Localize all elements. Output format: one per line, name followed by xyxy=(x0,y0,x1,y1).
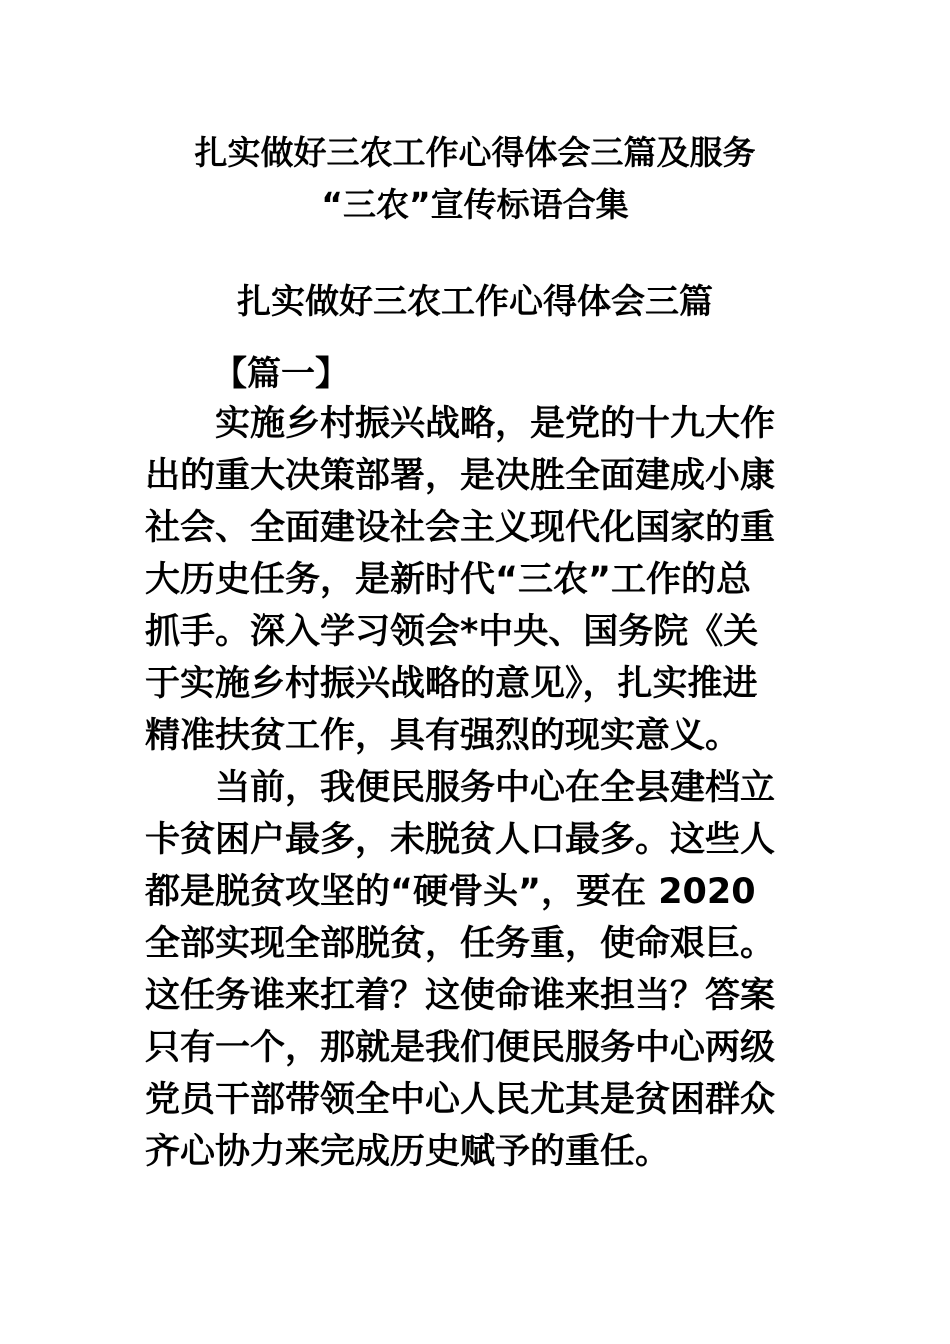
paragraph-line: 社会、全面建设社会主义现代化国家的重 xyxy=(145,508,776,548)
paragraph-line: 全部实现全部脱贫，任务重，使命艰巨。 xyxy=(145,924,776,964)
paragraph-line: 大历史任务，是新时代“三农”工作的总 xyxy=(145,560,752,600)
paragraph-line: 当前，我便民服务中心在全县建档立 xyxy=(145,768,776,808)
document-title-line-2: “三农”宣传标语合集 xyxy=(321,185,629,224)
part-label: 【篇一】 xyxy=(213,354,349,394)
paragraph-line: 只有一个，那就是我们便民服务中心两级 xyxy=(145,1028,776,1068)
paragraph-line: 精准扶贫工作，具有强烈的现实意义。 xyxy=(145,716,741,756)
paragraph-line: 这任务谁来扛着？这使命谁来担当？答案 xyxy=(145,976,776,1016)
document-title-line-1: 扎实做好三农工作心得体会三篇及服务 xyxy=(194,133,756,172)
paragraph-line: 出的重大决策部署，是决胜全面建成小康 xyxy=(145,456,776,496)
paragraph-line: 齐心协力来完成历史赋予的重任。 xyxy=(145,1132,671,1172)
paragraph-line: 抓手。深入学习领会*中央、国务院《关 xyxy=(145,612,759,652)
paragraph-line: 于实施乡村振兴战略的意见》，扎实推进 xyxy=(145,664,758,704)
paragraph-line: 卡贫困户最多，未脱贫人口最多。这些人 xyxy=(145,820,776,860)
paragraph-line: 党员干部带领全中心人民尤其是贫困群众 xyxy=(145,1080,776,1120)
section-heading: 扎实做好三农工作心得体会三篇 xyxy=(237,282,713,322)
paragraph-line: 实施乡村振兴战略，是党的十九大作 xyxy=(145,404,776,444)
paragraph-line: 都是脱贫攻坚的“硬骨头”，要在 2020 xyxy=(145,872,756,912)
